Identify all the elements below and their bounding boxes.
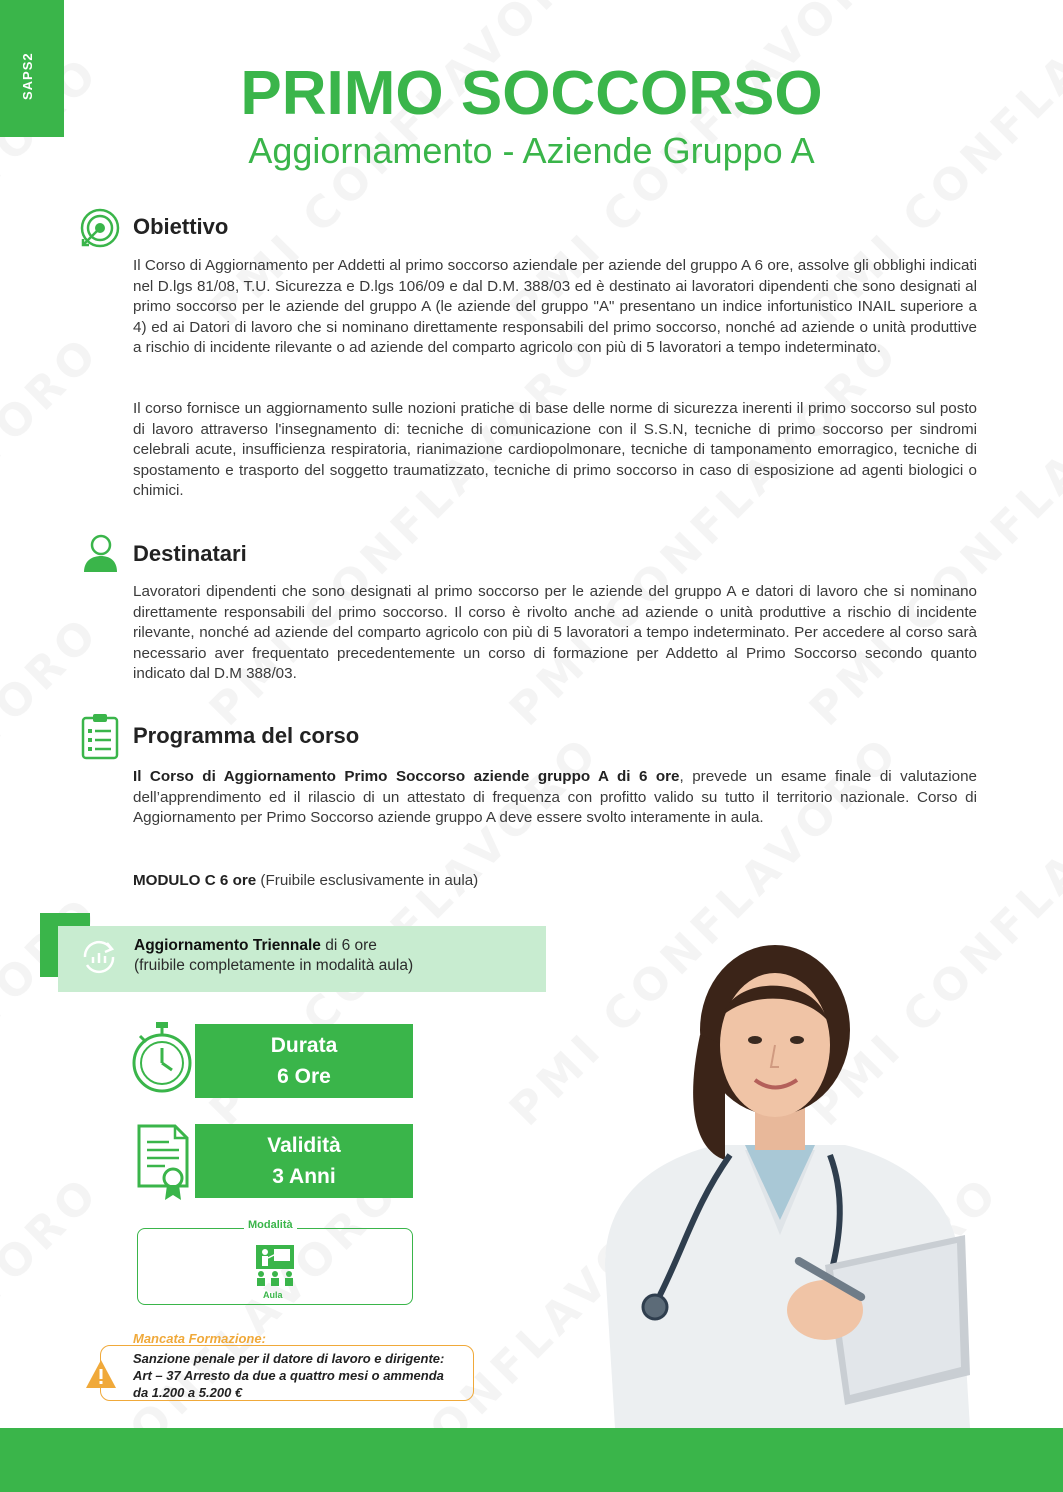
- modulo-line: [133, 871, 977, 892]
- aggiornamento-bold: Aggiornamento Triennale: [134, 937, 321, 954]
- obiettivo-paragraph-1: Il Corso di Aggiornamento per Addetti al primo soccorso aziendale per aziende del gruppo A 6 ore, assolve gli obblighi indicati nel D.lgs 81/08, T.U. Sicurezza e D.lgs 106/09 e dal D.M. 388/03 ed è destinato ai lavoratori dipendenti che sono designati al primo soccorso per le aziende del gruppo A (le aziende del gruppo "A" presentano un indice infortunistico INAIL superiore a 4) ed ai Datori di lavoro che si nominano direttamente responsabili del primo soccorso, nonché ad aziende o unità produttive a rischio di incidente rilevante o ad aziende del comparto agricolo con più di 5 lavoratori a tempo indeterminato.: [133, 257, 977, 356]
- doctor-photo: [575, 935, 985, 1428]
- durata-box: [195, 1024, 413, 1098]
- section-heading-programma: Programma del corso: [133, 723, 360, 748]
- programma-rest: , prevede un esame finale di valutazione dell’apprendimento ed il rilascio di un attestato di frequenza con profitto valido su tutto il territorio nazionale. Corso di Aggiornamento per Primo Soccorso aziende gruppo A deve essere svolto interamente in aula.: [133, 768, 977, 826]
- section-heading-destinatari: Destinatari: [133, 541, 247, 566]
- obiettivo-paragraph-2: Il corso fornisce un aggiornamento sulle nozioni pratiche di base delle norme di sicurezza inerenti il primo soccorso sul posto di lavoro attraverso l'insegnamento di: tecniche di comunicazione con il S.S.N, tecniche di primo soccorso per sindromi celebrali acute, insufficienza respiratoria, rianimazione cardiopolmonare, tecniche di tamponamento emorragico, tecniche di spostamento e trasporto del soggetto traumatizzato, tecniche di primo soccorso in caso di esposizione ad agenti biologici o chimici.: [133, 400, 977, 499]
- refresh-chart-icon: [77, 935, 121, 979]
- mancata-title: Mancata Formazione:: [133, 1331, 266, 1346]
- validita-label: Validità: [267, 1134, 341, 1157]
- mancata-line1: Sanzione penale per il datore di lavoro e dirigente:: [133, 1351, 445, 1366]
- modalita-label: Modalità: [244, 1219, 297, 1231]
- durata-value: 6 Ore: [277, 1065, 331, 1088]
- programma-bold-intro: Il Corso di Aggiornamento Primo Soccorso aziende gruppo A di 6 ore: [133, 768, 680, 785]
- target-icon: [79, 207, 121, 249]
- aggiornamento-line2: (fruibile completamente in modalità aula): [134, 957, 414, 974]
- footer-bar: [0, 1428, 1063, 1492]
- validita-box: [195, 1124, 413, 1198]
- durata-label: Durata: [270, 1034, 338, 1057]
- modulo-rest: (Fruibile esclusivamente in aula): [256, 872, 479, 889]
- aggiornamento-rest: di 6 ore: [320, 937, 377, 954]
- modalita-mode: Aula: [263, 1290, 283, 1300]
- mancata-line2: Art – 37 Arresto da due a quattro mesi o ammenda: [133, 1368, 444, 1383]
- programma-paragraph: [133, 767, 977, 829]
- page-subtitle: Aggiornamento - Aziende Gruppo A: [248, 130, 815, 171]
- mancata-text: [133, 1350, 483, 1401]
- validita-value: 3 Anni: [272, 1165, 336, 1188]
- warning-icon: [84, 1358, 118, 1390]
- person-icon: [79, 532, 121, 574]
- mancata-line3: da 1.200 a 5.200 €: [133, 1385, 243, 1400]
- aggiornamento-text: [134, 936, 413, 976]
- destinatari-paragraph: Lavoratori dipendenti che sono designati al primo soccorso per le aziende del gruppo A e datori di lavoro che si nominano direttamente responsabili del primo soccorso. Il corso è rivolto anche ad aziende o unità produttive a rischio di incidente rilevante, nonché ad aziende del comparto agricolo con più di 5 lavoratori a tempo indeterminato. Per accedere al corso sarà necessario aver frequentato precedentemente un corso di formazione per Addetto al Primo Soccorso secondo quanto indicato dal D.M 388/03.: [133, 583, 977, 682]
- section-heading-obiettivo: Obiettivo: [133, 214, 229, 239]
- certificate-icon: [135, 1122, 193, 1204]
- side-tab-code: SAPS2: [20, 52, 35, 100]
- classroom-icon: [252, 1243, 298, 1289]
- page-title: PRIMO SOCCORSO: [240, 59, 823, 128]
- stopwatch-icon: [130, 1020, 194, 1094]
- clipboard-list-icon: [79, 712, 121, 760]
- watermark-text: [0, 326, 110, 736]
- modulo-bold: MODULO C 6 ore: [133, 872, 257, 889]
